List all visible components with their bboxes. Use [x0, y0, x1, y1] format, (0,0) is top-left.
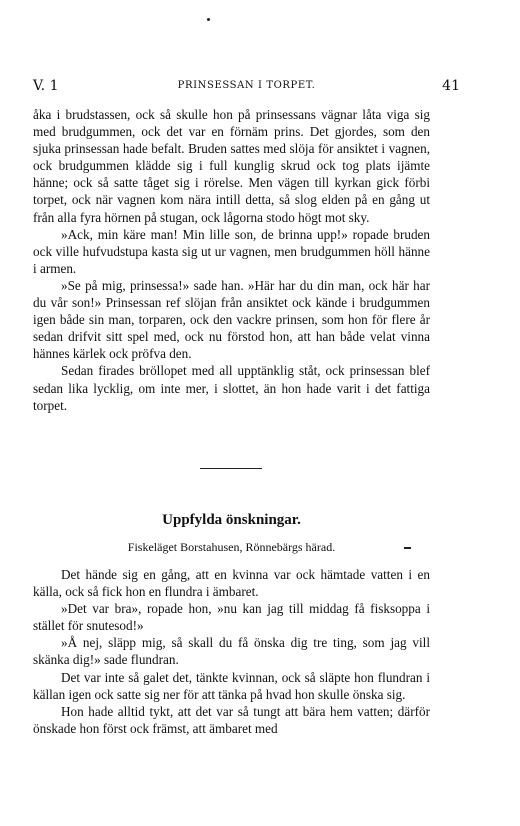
paragraph: »Se på mig, prinsessa!» sade han. »Här har du din man, ock här har du vår son!» Prinsessan ref slöjan från ansiktet ock kände i brudgummen igen både sin man, torparen, ock den vackre prinsen, som hon för flere år sedan drifvit sitt spel med, ock nu förstod hon, att han både velat vinna hännes kärlek ock pröfva den. — [33, 277, 430, 362]
print-mark — [404, 547, 411, 549]
volume-marker: V. 1 — [33, 78, 59, 94]
page-number: 41 — [442, 78, 460, 94]
paragraph: Hon hade alltid tykt, att det var så tungt att bära hem vatten; därför önskade hon först ock främst, att ämbaret med — [33, 703, 430, 736]
story-title: Uppfylda önskningar. — [162, 512, 301, 528]
paragraph: »Å nej, släpp mig, så skall du få önska dig tre ting, som jag vill skänka dig!» sade flundran. — [33, 635, 430, 668]
running-head — [33, 78, 460, 94]
story-text — [33, 566, 430, 737]
paragraph: Det hände sig en gång, att en kvinna var ock hämtade vatten i en källa, ock så fick hon en flundra i ämbaret. — [33, 567, 430, 600]
paragraph: »Det var bra», ropade hon, »nu kan jag till middag få fisksoppa i stället för snutesod!» — [33, 601, 430, 634]
paragraph: »Ack, min käre man! Min lille son, de brinna upp!» ropade bruden ock ville hufvudstupa kasta sig ut ur vagnen, men brudgummen höll hänne i armen. — [33, 226, 430, 276]
paragraph: Sedan firades bröllopet med all upptänklig ståt, ock prinsessan blef sedan lika lycklig, om inte mer, i slottet, än hon hade varit i det fattiga torpet. — [33, 363, 430, 413]
running-title: PRINSESSAN I TORPET. — [177, 80, 316, 91]
paragraph: åka i brudstassen, ock så skulle hon på prinsessans vägnar låta viga sig med brudgummen, ock det var en förnäm prins. Det gjordes, som den sjuka prinsessan hade befalt. Bruden sattes med slöja för ansiktet i vagnen, ock brudgummen klädde sig i full kunglig skrud ock tog plats ijämte hänne; ock så satte tåget sig i rörelse. Men vägen till kyrkan gick förbi torpet, ock när vagnen kom nära intill detta, så slog elden på en gång ut från alla fyra hörnen på stugan, ock lågorna stodo högt mot sky. — [33, 107, 430, 225]
story-location: Fiskeläget Borstahusen, Rönnebärgs härad. — [127, 540, 336, 554]
section-divider — [200, 468, 262, 469]
print-speck — [207, 18, 210, 21]
paragraph: Det var inte så galet det, tänkte kvinnan, ock så släpte hon flundran i källan igen ock satte sig ner för att tänka på hvad hon skulle önska sig. — [33, 669, 430, 702]
story-ending — [33, 106, 430, 414]
